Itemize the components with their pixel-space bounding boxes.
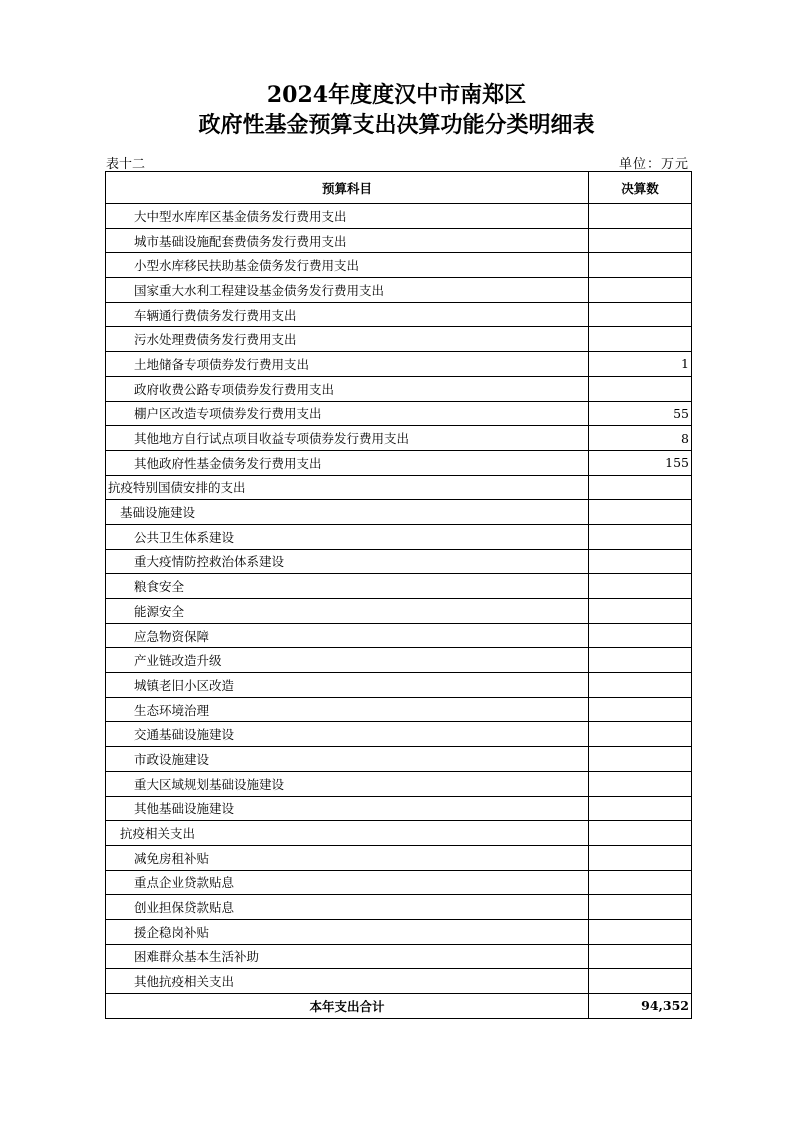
unit-label: 单位：万元 <box>618 157 689 172</box>
row-subject: 重大区域规划基础设施建设 <box>106 771 589 796</box>
row-subject: 粮食安全 <box>106 574 589 599</box>
row-amount <box>589 278 692 303</box>
row-amount <box>589 475 692 500</box>
row-amount <box>589 722 692 747</box>
row-amount <box>589 500 692 525</box>
row-amount <box>589 302 692 327</box>
row-subject: 基础设施建设 <box>106 500 589 525</box>
row-amount: 8 <box>589 426 692 451</box>
row-amount <box>589 204 692 229</box>
table-row <box>106 450 692 475</box>
row-amount <box>589 599 692 624</box>
table-row <box>106 796 692 821</box>
table-row <box>106 771 692 796</box>
total-label: 本年支出合计 <box>106 994 589 1019</box>
row-subject: 应急物资保障 <box>106 623 589 648</box>
table-row <box>106 204 692 229</box>
row-subject: 能源安全 <box>106 599 589 624</box>
table-row <box>106 623 692 648</box>
row-subject: 交通基础设施建设 <box>106 722 589 747</box>
table-row <box>106 845 692 870</box>
row-amount <box>589 796 692 821</box>
row-subject: 生态环境治理 <box>106 697 589 722</box>
row-subject: 其他政府性基金债务发行费用支出 <box>106 450 589 475</box>
table-row <box>106 352 692 377</box>
table-row <box>106 228 692 253</box>
table-row <box>106 673 692 698</box>
table-row <box>106 870 692 895</box>
table-row <box>106 599 692 624</box>
table-row <box>106 697 692 722</box>
row-amount <box>589 969 692 994</box>
table-row <box>106 302 692 327</box>
row-subject: 公共卫生体系建设 <box>106 524 589 549</box>
expenditure-table <box>105 171 692 1019</box>
row-subject: 援企稳岗补贴 <box>106 919 589 944</box>
row-amount <box>589 919 692 944</box>
row-amount: 1 <box>589 352 692 377</box>
row-subject: 抗疫相关支出 <box>106 821 589 846</box>
row-amount: 155 <box>589 450 692 475</box>
row-amount <box>589 524 692 549</box>
row-amount <box>589 697 692 722</box>
row-subject: 其他地方自行试点项目收益专项债券发行费用支出 <box>106 426 589 451</box>
table-row <box>106 747 692 772</box>
row-amount <box>589 228 692 253</box>
table-row <box>106 401 692 426</box>
row-subject: 其他基础设施建设 <box>106 796 589 821</box>
row-subject: 困难群众基本生活补助 <box>106 944 589 969</box>
table-row <box>106 648 692 673</box>
table-row <box>106 253 692 278</box>
row-subject: 小型水库移民扶助基金债务发行费用支出 <box>106 253 589 278</box>
table-row <box>106 549 692 574</box>
table-row <box>106 969 692 994</box>
row-amount <box>589 549 692 574</box>
table-row <box>106 722 692 747</box>
table-row <box>106 574 692 599</box>
row-amount <box>589 870 692 895</box>
row-amount <box>589 895 692 920</box>
report-title-line2: 政府性基金预算支出决算功能分类明细表 <box>198 112 595 138</box>
row-amount <box>589 771 692 796</box>
row-subject: 大中型水库库区基金债务发行费用支出 <box>106 204 589 229</box>
row-subject: 其他抗疫相关支出 <box>106 969 589 994</box>
row-amount <box>589 253 692 278</box>
table-row <box>106 475 692 500</box>
table-row <box>106 524 692 549</box>
row-amount <box>589 821 692 846</box>
table-row <box>106 944 692 969</box>
row-amount <box>589 376 692 401</box>
table-header-row <box>106 172 692 204</box>
row-subject: 政府收费公路专项债券发行费用支出 <box>106 376 589 401</box>
report-title-line1: 2024年度度汉中市南郑区 <box>266 82 527 108</box>
row-subject: 城市基础设施配套费债务发行费用支出 <box>106 228 589 253</box>
column-header-subject: 预算科目 <box>106 172 589 204</box>
row-amount: 55 <box>589 401 692 426</box>
row-subject: 创业担保贷款贴息 <box>106 895 589 920</box>
row-amount <box>589 648 692 673</box>
column-header-amount: 决算数 <box>589 172 692 204</box>
row-subject: 城镇老旧小区改造 <box>106 673 589 698</box>
row-amount <box>589 747 692 772</box>
table-row <box>106 278 692 303</box>
table-row <box>106 426 692 451</box>
table-row <box>106 327 692 352</box>
row-subject: 抗疫特别国债安排的支出 <box>106 475 589 500</box>
row-amount <box>589 944 692 969</box>
row-subject: 车辆通行费债务发行费用支出 <box>106 302 589 327</box>
row-subject: 国家重大水利工程建设基金债务发行费用支出 <box>106 278 589 303</box>
row-subject: 重大疫情防控救治体系建设 <box>106 549 589 574</box>
table-row <box>106 919 692 944</box>
row-subject: 土地储备专项债券发行费用支出 <box>106 352 589 377</box>
table-body <box>106 204 692 994</box>
row-subject: 污水处理费债务发行费用支出 <box>106 327 589 352</box>
total-value: 94,352 <box>589 994 692 1019</box>
row-amount <box>589 327 692 352</box>
row-subject: 棚户区改造专项债券发行费用支出 <box>106 401 589 426</box>
row-subject: 重点企业贷款贴息 <box>106 870 589 895</box>
table-row <box>106 895 692 920</box>
table-row <box>106 500 692 525</box>
row-subject: 减免房租补贴 <box>106 845 589 870</box>
table-row <box>106 376 692 401</box>
row-subject: 市政设施建设 <box>106 747 589 772</box>
row-amount <box>589 673 692 698</box>
row-amount <box>589 623 692 648</box>
total-row <box>106 994 692 1019</box>
table-row <box>106 821 692 846</box>
row-subject: 产业链改造升级 <box>106 648 589 673</box>
row-amount <box>589 845 692 870</box>
table-number: 表十二 <box>106 157 146 172</box>
row-amount <box>589 574 692 599</box>
